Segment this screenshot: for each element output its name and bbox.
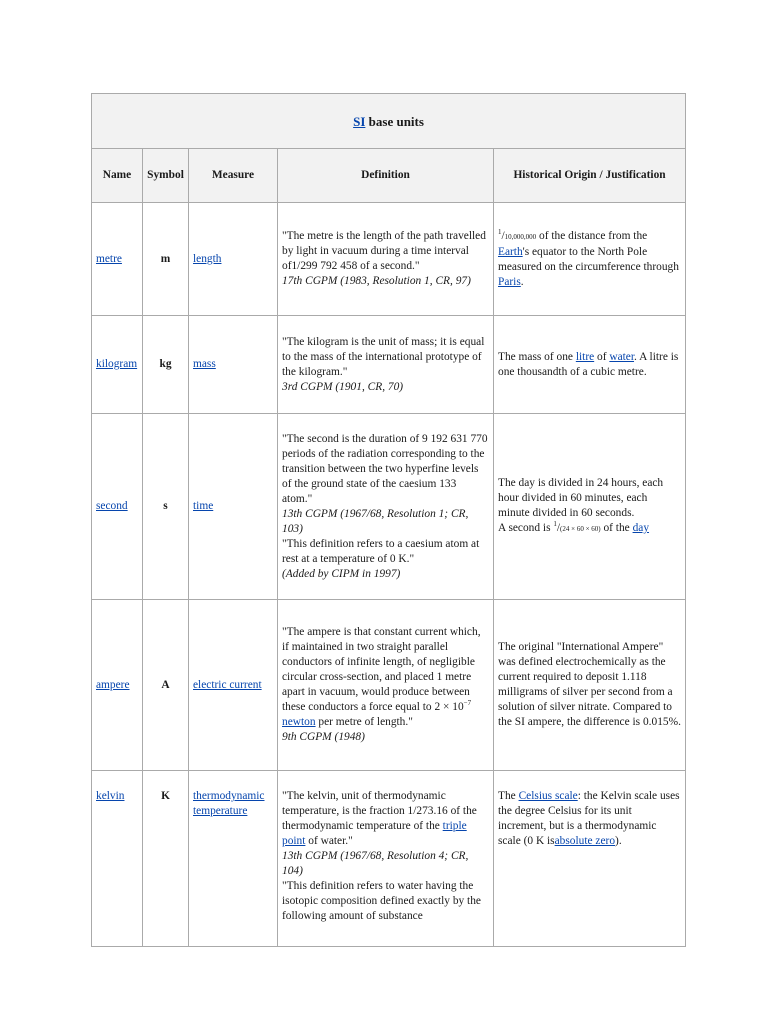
thermodynamic-temperature-link[interactable]: thermodynamic temperature [193,790,265,817]
kelvin-hist-b: : the Kelvin scale uses the degree Celsius for its unit increment, but is a thermodynamic scale (0 K is [498,790,680,847]
header-name: Name [92,149,143,203]
header-row [92,149,686,203]
kilogram-hist-c: . A litre is one thousandth of a cubic metre. [498,350,679,378]
metre-history: $^1$/10,000,000 of the distance from the Earth's equator to the North Pole measured on the circumference through Paris. [494,203,686,316]
triple-point-link[interactable]: triple point [282,820,467,847]
mass-link[interactable]: mass [193,358,216,370]
kelvin-def-quote2: "This definition refers to water having the isotopic composition defined exactly by the following amount of substance [282,880,481,922]
metre-def-quote: "The metre is the length of the path travelled by light in vacuum during a time interval of1/299 792 458 of a second." [282,230,486,272]
ampere-def-quote: "The ampere is that constant current which, if maintained in two straight parallel conductors of infinite length, of negligible circular cross-section, and placed 1 metre apart in vacuum, would produce between these conductors a force equal to 2 × 10 [282,626,481,713]
celsius-scale-link[interactable]: Celsius scale [518,790,578,802]
header-symbol: Symbol [143,149,189,203]
kilogram-symbol: kg [143,316,189,414]
second-frac-den: (24 × 60 × 60) [560,525,601,533]
table-row [92,414,686,600]
ampere-symbol: A [143,600,189,771]
second-def-ref2: (Added by CIPM in 1997) [282,567,401,580]
ampere-def-exponent: −7 [463,699,472,708]
ampere-definition [278,600,494,771]
si-link[interactable]: SI [353,113,366,129]
table-caption [92,94,686,149]
kilogram-hist-a: The mass of one [498,350,576,363]
header-measure: Measure [189,149,278,203]
kelvin-hist-a: The [498,790,519,802]
caption-text: base units [365,113,424,129]
kelvin-history [494,771,686,947]
ampere-link[interactable]: ampere [96,678,130,691]
absolute-zero-link[interactable]: absolute zero [554,835,616,847]
time-link[interactable]: time [193,500,214,512]
metre-hist-b: 's equator to the North Pole measured on the circumference through [498,245,679,273]
kelvin-hist-c: ). [615,835,622,847]
table-row [92,771,686,947]
kelvin-def-ref: 13th CGPM (1967/68, Resolution 4; CR, 104) [282,850,469,877]
day-link[interactable]: day [632,522,650,534]
metre-symbol: m [143,203,189,316]
second-history: The day is divided in 24 hours, each hour divided in 60 minutes, each minute divided in 60 seconds. A second is $^1$/(24 × 60 × 60) of the day [494,414,686,600]
table-row [92,203,686,316]
ampere-def-ref: 9th CGPM (1948) [282,731,365,743]
kilogram-def-ref: 3rd CGPM (1901, CR, 70) [282,380,404,393]
newton-link[interactable]: newton [282,716,316,728]
kelvin-symbol: K [143,771,189,947]
kelvin-definition [278,771,494,947]
metre-definition [278,203,494,316]
kilogram-history [494,316,686,414]
header-definition: Definition [278,149,494,203]
second-frac-num: 1 [553,520,557,529]
second-hist-b: A second is [498,522,554,534]
kilogram-definition [278,316,494,414]
electric-current-link[interactable]: electric current [193,678,262,691]
table-row [92,600,686,771]
kilogram-def-quote: "The kilogram is the unit of mass; it is equal to the mass of the international prototype of the kilogram." [282,335,485,378]
second-definition [278,414,494,600]
ampere-def-tail: per metre of length." [315,716,413,728]
metre-frac-num: 1 [498,227,502,236]
second-hist-a: The day is divided in 24 hours, each hour divided in 60 minutes, each minute divided in 60 seconds. [498,477,664,519]
second-def-quote2: "This definition refers to a caesium atom at rest at a temperature of 0 K." [282,537,480,565]
second-link[interactable]: second [96,500,128,512]
kelvin-def-quote-a: "The kelvin, unit of thermodynamic temperature, is the fraction 1/273.16 of the thermodynamic temperature of the [282,790,477,832]
earth-link[interactable]: Earth [498,245,523,258]
litre-link[interactable]: litre [575,350,595,363]
metre-hist-c: . [520,275,524,288]
second-symbol: s [143,414,189,600]
length-link[interactable]: length [193,252,222,265]
si-base-units-table [91,93,686,947]
kilogram-hist-b: of [594,350,610,363]
paris-link[interactable]: Paris [498,275,521,288]
ampere-history: The original "International Ampere" was defined electrochemically as the current required to deposit 1.118 milligrams of silver per second from a solution of silver nitrate. Compared to the SI ampere, the difference is 0.015%. [494,600,686,771]
metre-def-ref: 17th CGPM (1983, Resolution 1, CR, 97) [282,275,471,287]
table-row [92,316,686,414]
kelvin-link[interactable]: kelvin [96,790,125,802]
water-link[interactable]: water [609,350,635,363]
header-historical-origin: Historical Origin / Justification [494,149,686,203]
second-def-ref: 13th CGPM (1967/68, Resolution 1; CR, 103) [282,507,469,535]
kelvin-def-quote-b: of water." [305,835,353,847]
second-def-quote: "The second is the duration of 9 192 631 770 periods of the radiation corresponding to the transition between the two hyperfine levels of the ground state of the caesium 133 atom." [282,432,488,505]
kilogram-link[interactable]: kilogram [96,358,138,370]
second-hist-c: of the [600,522,633,534]
metre-hist-a: of the distance from the [536,229,648,242]
metre-link[interactable]: metre [96,252,122,265]
metre-frac-den: 10,000,000 [504,232,537,241]
